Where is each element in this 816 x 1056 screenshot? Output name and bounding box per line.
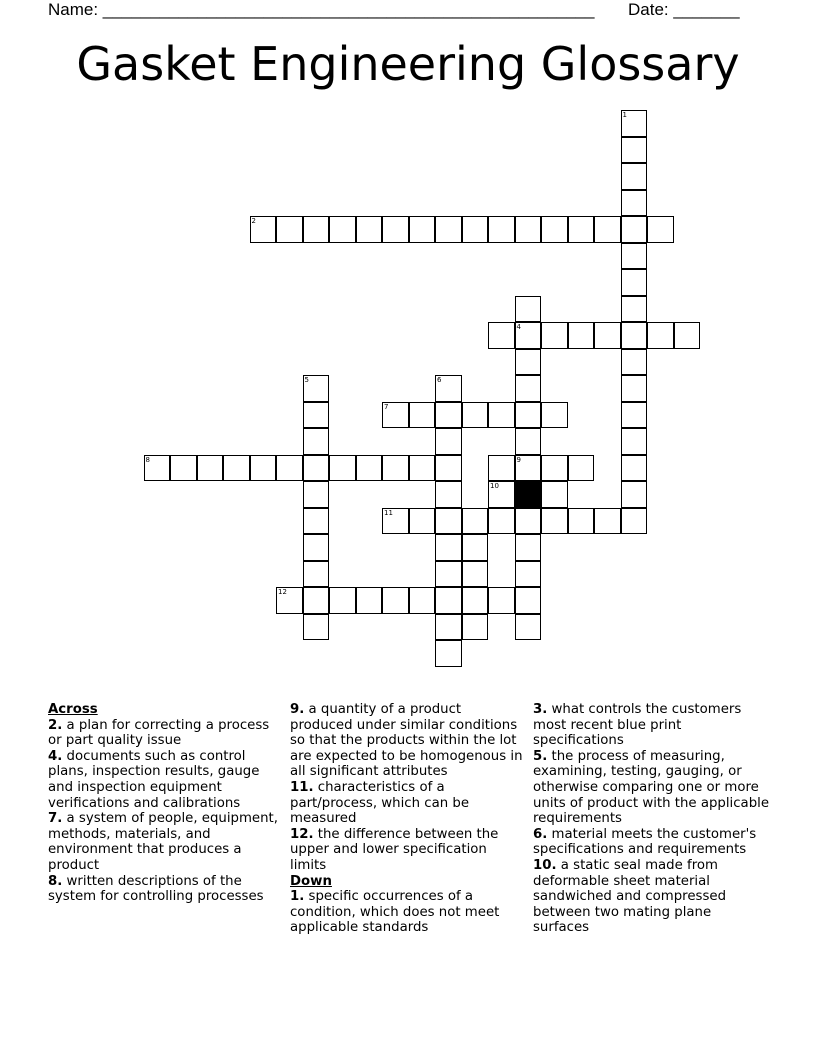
grid-cell[interactable]	[356, 455, 383, 482]
grid-cell[interactable]	[276, 216, 303, 243]
clue-number: 6	[437, 376, 442, 384]
grid-cell[interactable]	[435, 481, 462, 508]
grid-cell[interactable]	[435, 428, 462, 455]
clue-item	[48, 811, 284, 873]
clue-item	[533, 827, 769, 858]
grid-cell[interactable]	[541, 481, 568, 508]
grid-cell[interactable]	[621, 349, 648, 376]
grid-cell[interactable]	[462, 402, 489, 429]
grid-cell[interactable]	[250, 216, 277, 243]
grid-cell[interactable]	[515, 614, 542, 641]
clue-item	[48, 874, 284, 905]
grid-cell[interactable]	[621, 190, 648, 217]
grid-cell[interactable]	[303, 508, 330, 535]
grid-cell[interactable]	[409, 216, 436, 243]
grid-cell[interactable]	[303, 402, 330, 429]
grid-cell[interactable]	[488, 481, 515, 508]
clue-item-text: a system of people, equipment, methods, materials, and environment that produces a product	[48, 811, 278, 873]
clue-item-text: characteristics of a part/process, which can be measured	[290, 779, 469, 827]
grid-cell[interactable]	[356, 587, 383, 614]
grid-cell[interactable]	[488, 402, 515, 429]
grid-cell[interactable]	[621, 137, 648, 164]
grid-cell[interactable]	[435, 402, 462, 429]
grid-cell[interactable]	[435, 375, 462, 402]
clue-item-text: a plan for correcting a process or part quality issue	[48, 717, 270, 749]
grid-cell[interactable]	[462, 587, 489, 614]
clue-item-number: 2.	[48, 717, 63, 733]
grid-cell[interactable]	[541, 216, 568, 243]
clue-number: 7	[384, 402, 389, 411]
grid-cell[interactable]	[568, 216, 595, 243]
grid-cell[interactable]	[435, 216, 462, 243]
grid-cell[interactable]	[329, 216, 356, 243]
page-title: Gasket Engineering Glossary	[76, 37, 740, 91]
clue-item-number: 3.	[533, 702, 548, 717]
clue-number: 12	[278, 588, 287, 596]
grid-cell[interactable]	[515, 349, 542, 376]
grid-cell[interactable]	[515, 508, 542, 535]
grid-cell[interactable]	[409, 508, 436, 535]
clue-item-text: the difference between the upper and lower specification limits	[290, 826, 499, 873]
clue-item	[48, 718, 284, 749]
grid-cell[interactable]	[435, 614, 462, 641]
grid-cell[interactable]	[382, 587, 409, 614]
grid-cell[interactable]	[462, 508, 489, 535]
grid-cell[interactable]	[515, 296, 542, 323]
grid-cell[interactable]	[621, 455, 648, 482]
grid-cell[interactable]	[621, 216, 648, 243]
clue-item-text: material meets the customer's specifications and requirements	[533, 826, 757, 858]
grid-cell[interactable]	[515, 322, 542, 349]
grid-cell[interactable]	[594, 508, 621, 535]
clue-item-text: documents such as control plans, inspection results, gauge and inspection equipment verifications and calibrations	[48, 748, 260, 811]
grid-cell[interactable]	[462, 561, 489, 588]
grid-cell[interactable]	[674, 322, 701, 349]
grid-cell[interactable]	[621, 375, 648, 402]
grid-block-cell	[515, 481, 542, 508]
grid-cell[interactable]	[594, 216, 621, 243]
clue-item	[533, 749, 769, 827]
clue-item	[290, 889, 526, 936]
grid-cell[interactable]	[144, 455, 171, 482]
clue-item	[48, 749, 284, 811]
grid-cell[interactable]	[250, 455, 277, 482]
clue-number: 5	[304, 376, 309, 384]
clue-section-heading: Across	[48, 702, 98, 717]
grid-cell[interactable]	[303, 428, 330, 455]
grid-cell[interactable]	[488, 587, 515, 614]
grid-cell[interactable]	[276, 587, 303, 614]
grid-cell[interactable]	[488, 455, 515, 482]
clue-item-number: 10.	[533, 857, 557, 873]
grid-cell[interactable]	[223, 455, 250, 482]
grid-cell[interactable]	[329, 587, 356, 614]
grid-cell[interactable]	[276, 455, 303, 482]
clue-number: 9	[516, 455, 521, 464]
grid-cell[interactable]	[435, 455, 462, 482]
clue-item-text: a quantity of a product produced under similar conditions so that the products within the lot are expected to be homogenous in all significant attributes	[290, 702, 523, 780]
clue-item-number: 9.	[290, 702, 305, 717]
grid-cell[interactable]	[303, 375, 330, 402]
clue-item	[290, 702, 526, 780]
grid-cell[interactable]	[303, 216, 330, 243]
grid-cell[interactable]	[382, 216, 409, 243]
grid-cell[interactable]	[435, 534, 462, 561]
grid-cell[interactable]	[435, 508, 462, 535]
clue-item-number: 5.	[533, 748, 548, 764]
grid-cell[interactable]	[303, 455, 330, 482]
clue-item	[533, 858, 769, 936]
grid-cell[interactable]	[621, 481, 648, 508]
grid-cell[interactable]	[462, 534, 489, 561]
grid-cell[interactable]	[303, 481, 330, 508]
name-field-label[interactable]: Name: ____________________________________________________	[48, 0, 595, 19]
grid-cell[interactable]	[621, 296, 648, 323]
clue-item-number: 4.	[48, 748, 63, 764]
grid-cell[interactable]	[647, 322, 674, 349]
clue-item-text: what controls the customers most recent blue print specifications	[533, 702, 742, 749]
grid-cell[interactable]	[515, 455, 542, 482]
clue-item-number: 1.	[290, 889, 305, 905]
grid-cell[interactable]	[382, 455, 409, 482]
grid-cell[interactable]	[303, 561, 330, 588]
grid-cell[interactable]	[515, 216, 542, 243]
grid-cell[interactable]	[197, 455, 224, 482]
grid-cell[interactable]	[541, 455, 568, 482]
clue-number: 4	[516, 323, 521, 331]
clue-number: 1	[622, 111, 627, 119]
clue-number: 11	[384, 508, 393, 517]
clue-item-number: 6.	[533, 826, 548, 842]
grid-cell[interactable]	[621, 508, 648, 535]
grid-cell[interactable]	[435, 587, 462, 614]
grid-cell[interactable]	[462, 216, 489, 243]
clue-item	[290, 780, 526, 827]
clue-item-number: 7.	[48, 811, 63, 827]
grid-cell[interactable]	[515, 561, 542, 588]
grid-cell[interactable]	[594, 322, 621, 349]
grid-cell[interactable]	[303, 587, 330, 614]
date-field-label[interactable]: Date: _______	[628, 0, 740, 19]
grid-cell[interactable]	[488, 322, 515, 349]
grid-cell[interactable]	[303, 534, 330, 561]
grid-cell[interactable]	[488, 216, 515, 243]
grid-cell[interactable]	[382, 508, 409, 535]
grid-cell[interactable]	[621, 269, 648, 296]
grid-cell[interactable]	[170, 455, 197, 482]
clue-item-number: 8.	[48, 873, 63, 889]
clue-item-number: 11.	[290, 779, 314, 795]
grid-cell[interactable]	[409, 455, 436, 482]
grid-cell[interactable]	[541, 322, 568, 349]
grid-cell[interactable]	[621, 110, 648, 137]
grid-cell[interactable]	[515, 534, 542, 561]
grid-cell[interactable]	[382, 402, 409, 429]
grid-cell[interactable]	[621, 402, 648, 429]
grid-cell[interactable]	[356, 216, 383, 243]
clue-item-text: specific occurrences of a condition, which does not meet applicable standards	[290, 889, 500, 936]
grid-cell[interactable]	[409, 587, 436, 614]
grid-cell[interactable]	[621, 243, 648, 270]
clue-item-number: 12.	[290, 826, 314, 842]
clues-column-middle	[290, 702, 526, 936]
grid-cell[interactable]	[647, 216, 674, 243]
grid-cell[interactable]	[515, 587, 542, 614]
grid-cell[interactable]	[541, 508, 568, 535]
grid-cell[interactable]	[488, 508, 515, 535]
grid-cell[interactable]	[515, 402, 542, 429]
grid-cell[interactable]	[515, 375, 542, 402]
clue-item-text: a static seal made from deformable sheet material sandwiched and compressed between two mating plane surfaces	[533, 857, 727, 936]
grid-cell[interactable]	[568, 508, 595, 535]
grid-cell[interactable]	[621, 428, 648, 455]
clue-section-heading: Down	[290, 873, 332, 889]
clue-number: 2	[251, 217, 256, 225]
clue-item	[533, 702, 769, 749]
grid-cell[interactable]	[462, 614, 489, 641]
clue-item-text: written descriptions of the system for controlling processes	[48, 873, 264, 905]
grid-cell[interactable]	[329, 455, 356, 482]
grid-cell[interactable]	[621, 322, 648, 349]
across-clues-column	[48, 702, 284, 905]
grid-cell[interactable]	[435, 640, 462, 667]
clue-number: 10	[490, 482, 499, 490]
down-clues-column	[533, 702, 769, 936]
clue-item-text: the process of measuring, examining, testing, gauging, or otherwise comparing one or more units of product with the applicable requirements	[533, 748, 770, 827]
grid-cell[interactable]	[621, 163, 648, 190]
grid-cell[interactable]	[541, 402, 568, 429]
grid-cell[interactable]	[568, 455, 595, 482]
grid-cell[interactable]	[409, 402, 436, 429]
grid-cell[interactable]	[435, 561, 462, 588]
clue-number: 8	[145, 455, 150, 464]
clue-item	[290, 827, 526, 874]
grid-cell[interactable]	[515, 428, 542, 455]
grid-cell[interactable]	[568, 322, 595, 349]
grid-cell[interactable]	[303, 614, 330, 641]
